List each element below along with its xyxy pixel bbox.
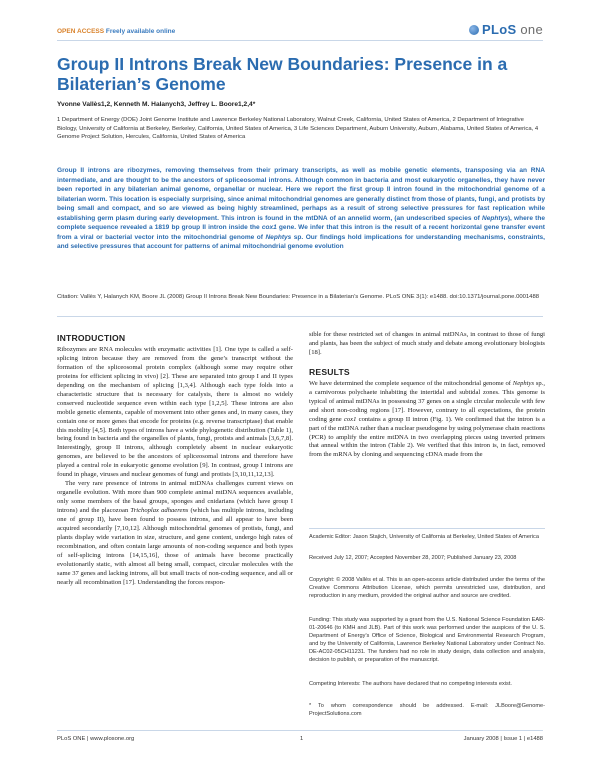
abstract-part-3: gene. We infer that this intron is the result of a recent horizontal gene transfer event from a viral or bacterial vector into the mitochondrial genome of (57, 224, 545, 241)
page-number: 1 (300, 736, 304, 742)
logo-one-text: one (520, 22, 543, 37)
abstract-part-4: sp. Our findings hold implications for understanding mechanisms, constraints, and selective pressures that account for patterns of animal mitochondrial genome evolution (57, 233, 545, 251)
logo-plos-text: PLoS (482, 22, 517, 37)
intro-paragraph-2 (57, 480, 293, 587)
access-label: ACCESS (77, 28, 105, 35)
affiliations: 1 Department of Energy (DOE) Joint Genome Institute and Lawrence Berkeley National Laboratory, Walnut Creek, California, United States of America, 2 Department of Integrative Biology, University of California at Berkeley, Berkeley, California, United States of America, 3 Life Sciences Department, Auburn University, Auburn, Alabama, United States of America, 4 Genome Project Solution, Hercules, California, United States of America (57, 117, 539, 141)
results-heading: RESULTS (309, 366, 350, 377)
author-list: Yvonne Vallès1,2, Kenneth M. Halanych3, Jeffrey L. Boore1,2,4* (57, 101, 256, 108)
abstract-gene: cox1 (261, 224, 277, 232)
abstract-species: Nephtys (482, 214, 508, 222)
introduction-heading: INTRODUCTION (57, 333, 126, 343)
abstract-part-1: Group II introns are ribozymes, removing themselves from their primary transcripts, as well as mobile genetic elements, transposing via an RNA intermediate, and are thought to be the ancestors of spliceosomal introns. Although common in bacteria and most eukaryotic organelles, they have never been reported in any bilaterian animal genome, organellar or nuclear. Here we report the first group II intron found in the mitochondrial genome of a bilaterian worm. This location is especially surprising, since animal mitochondrial genomes are generally distinct from those of plants, fungi, and protists by being small and compact, and so are viewed as being highly streamlined, perhaps as a result of strong selective pressures for fast replication while establishing germ plasm during early development. This intron is found in the mtDNA of an annelid worm, (an undescribed species of (57, 167, 545, 222)
intro-p2-part-a: The very rare presence of introns in animal mtDNAs challenges current views on organelle evolution. With more than 900 complete animal mtDNA sequences available, only some members of the basal groups, sponges and cnidarians (which have group I introns) and the placozoan (57, 480, 293, 515)
open-access-banner (57, 28, 175, 35)
open-label: OPEN (57, 28, 76, 35)
intro-p2-species: Trichoplax adhaerens (130, 507, 189, 515)
abstract-species-2: Nephtys (265, 233, 292, 241)
results-part-c: contains a group II intron (Fig. 1). We confirmed that the intron is a part of the mtDNA rather than a nuclear pseudogene by using polymerase chain reactions (PCR) to amplify the entire mtDNA in two overlapping pieces using inverted primers that anneal within the intron (Table 2). We verified that this intron is, in fact, removed from the mRNA by cloning and sequencing cDNA made from the (309, 415, 545, 459)
citation: Citation: Vallès Y, Halanych KM, Boore JL (2008) Group II Introns Break New Boundaries: Presence in a Bilaterian’s Genome. PLoS ONE 3(1): e1488. doi:10.1371/journal.pone.0001488 (57, 294, 540, 300)
article-title: Group II Introns Break New Boundaries: Presence in a Bilaterian’s Genome (57, 54, 508, 94)
abstract-part-2: ), where the complete sequence revealed a 1819 bp group II intron inside the (57, 214, 545, 232)
results-species: Nephtys (512, 379, 535, 387)
results-part-a: We have determined the complete sequence of the mitochondrial genome of (309, 379, 513, 387)
results-paragraph (309, 380, 545, 461)
results-part-b: sp., a carnivorous polychaete inhabiting the intertidal and subtidal zones. This genome is typical of animal mtDNAs in possessing 37 genes on a single circular molecule with few and short non-coding regions [17]. However, contrary to all expectations, the protein coding gene (309, 379, 546, 423)
plos-logo-icon (469, 25, 479, 35)
introduction-column (57, 334, 293, 588)
academic-editor: Academic Editor: Jason Stajich, University of California at Berkeley, United States of America (309, 534, 539, 540)
meta-divider-top (309, 528, 545, 529)
competing-interests: Competing Interests: The authors have declared that no competing interests exist. (309, 681, 512, 687)
abstract (57, 166, 545, 252)
citation-divider (57, 316, 543, 317)
header-divider (57, 40, 543, 41)
issue-footer: January 2008 | Issue 1 | e1488 (463, 736, 543, 742)
intro-continuation: sible for these restricted set of changes in animal mtDNAs, in contrast to those of fungi and plants, has been the subject of much study and debate among evolutionary biologists [18]. (309, 331, 545, 356)
footer-divider (57, 730, 543, 731)
article-dates: Received July 12, 2007; Accepted November 28, 2007; Published January 23, 2008 (309, 555, 517, 561)
results-gene: cox1 (343, 415, 357, 423)
freely-available-label: Freely available online (105, 28, 176, 35)
right-column (309, 331, 545, 460)
journal-footer: PLoS ONE | www.plosone.org (57, 736, 135, 742)
intro-p2-part-b: (which has multiple introns, including one of group II), have been found to possess introns, and all appear to have been acquired secondarily [7,10,12]. Although mitochondrial genomes of protists, fungi, and plants display wide variation in size, structure, and gene content, undergo high rates of recombination, and often contain large amounts of non-coding sequence and both types of self-splicing introns [14,15,16], those of animals have become practically evolutionarily static, with almost all being small, compact, circular molecules with the same 37 genes and lacking introns, all but small tracts of non-coding sequence, and all or nearly all recombination [17]. Understanding the forces respon- (57, 507, 293, 586)
plos-one-logo (469, 22, 543, 37)
correspondence: * To whom correspondence should be addressed. E-mail: JLBoore@Genome-ProjectSolutions.com (309, 703, 545, 718)
copyright-notice: Copyright: © 2008 Vallès et al. This is an open-access article distributed under the terms of the Creative Commons Attribution License, which permits unrestricted use, distribution, and reproduction in any medium, provided the original author and source are credited. (309, 577, 545, 600)
intro-paragraph-1: Ribozymes are RNA molecules with enzymatic activities [1]. One type is called a self-splicing intron because they are removed from the gene’s transcript without the formation of the spliceosomal protein complex (although some may require other proteins for efficient splicing in vivo) [2]. These are separated into group I and II types depending on the mechanism of splicing [1,3,4]. Although each type folds into a characteristic structure that is necessary for catalysis, there is almost no widely conserved nucleotide sequence even within each type [1,2,5]. These introns are also mobile genetic elements, capable of movement into other genes and, in many cases, they contain one or more genes that encode for proteins (e.g. reverse transcriptase) that enable this mobility [4,5]. Both types of introns have a wide phylogenetic distribution (Table 1), being found in bacteria and the organelles of plants, fungi, protists and animals [3,6,7,8]. Interestingly, group II introns, although completely absent in nuclear eukaryotic genomes, are believed to be the ancestors of spliceosomal introns and therefore have played a central role in eukaryotic genome evolution [9]. In contrast, group I introns are found in phage, viruses and nuclear genomes of fungi and protists [3,10,11,12,13]. (57, 345, 293, 479)
funding-statement: Funding: This study was supported by a grant from the U.S. National Science Foundation EAR-01-20646 (to KMH and JLB). Part of this work was performed under the auspices of the U. S. Department of Energy’s Office of Science, Biological and Environmental Research Program, and by the University of California, Lawrence Berkeley National Laboratory under Contract No. DE-AC02-05CH11231. The funders had no role in study design, data collection and analysis, decision to publish, or preparation of the manuscript. (309, 617, 545, 664)
